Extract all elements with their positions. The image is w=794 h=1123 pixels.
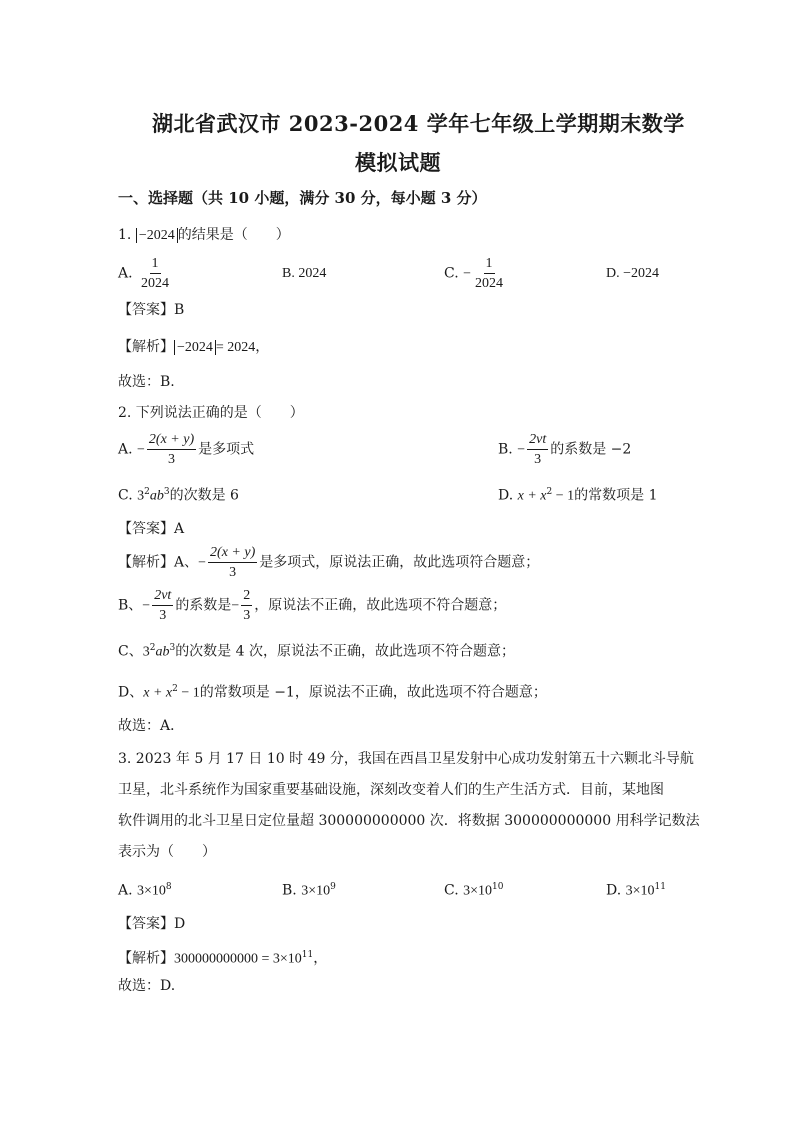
page-title: 湖北省武汉市 2023-2024 学年七年级上学期期末数学 <box>152 111 685 136</box>
math-coefficient: 3 <box>137 488 145 504</box>
math-expression: − 1 <box>552 488 575 504</box>
math-expression: 3×10 <box>463 883 493 899</box>
math-expression: x + x <box>143 685 173 701</box>
option-c <box>444 878 503 901</box>
exponent: 11 <box>654 882 666 892</box>
exponent: 3 <box>163 487 170 497</box>
numerator: 1 <box>484 256 495 274</box>
question-2-stem: 2. 下列说法正确的是（ ） <box>118 405 304 421</box>
analysis-text: 是多项式，原说法正确，故此选项符合题意； <box>259 554 540 571</box>
fraction <box>208 545 257 580</box>
analysis-result: = 2024， <box>215 340 270 355</box>
option-b <box>282 878 336 901</box>
option-text: 的次数是 6 <box>169 487 239 504</box>
fraction <box>139 256 171 291</box>
fraction <box>152 588 173 623</box>
option-label: A. <box>118 265 133 282</box>
question-text: 的结果是（ ） <box>177 227 290 243</box>
math-coefficient: 3 <box>142 644 150 660</box>
analysis-text: ，原说法不正确，故此选项不符合题意； <box>254 597 507 614</box>
question-1-stem <box>118 226 290 245</box>
answer-3: 【答案】D <box>118 916 186 932</box>
analysis-text: 的次数是 4 次，原说法不正确，故此选项不符合题意； <box>175 643 515 660</box>
analysis-label: 【解析】A、 <box>118 554 199 571</box>
option-a <box>118 432 254 467</box>
analysis-text: 的常数项是 −1，原说法不正确，故此选项不符合题意； <box>199 684 547 701</box>
math-expression: 300000000000 = 3×10 <box>174 951 302 967</box>
exponent: 2 <box>172 684 178 694</box>
option-b: B. 2024 <box>282 266 327 281</box>
page-subtitle: 模拟试题 <box>355 150 441 175</box>
choice-2: 故选：A． <box>118 718 185 734</box>
option-label: C. <box>444 882 459 899</box>
denominator: 3 <box>159 608 167 623</box>
option-label: C. <box>118 487 133 504</box>
analysis-2-d <box>118 680 547 703</box>
denominator: 3 <box>229 565 237 580</box>
question-3-line-3: 软件调用的北斗卫星日定位量超 300000000000 次．将数据 300000000000 用科学记数法 <box>118 813 700 829</box>
exponent: 2 <box>149 643 156 653</box>
option-label: B. <box>498 441 513 458</box>
denominator: 3 <box>243 608 251 623</box>
minus-sign: − <box>142 598 151 614</box>
denominator: 2024 <box>141 276 170 291</box>
option-d <box>498 483 658 506</box>
analysis-2-a <box>118 545 539 580</box>
exponent: 11 <box>301 950 314 960</box>
math-expression: x + x <box>517 488 547 504</box>
option-d <box>606 878 666 901</box>
analysis-1 <box>118 338 269 357</box>
option-b <box>498 432 631 467</box>
analysis-label: D、 <box>118 684 144 701</box>
analysis-label: 【解析】 <box>118 339 174 355</box>
exponent: 9 <box>330 882 336 892</box>
analysis-text: 的系数是 <box>175 597 232 614</box>
minus-sign: − <box>463 266 472 282</box>
analysis-2-b <box>118 588 506 623</box>
option-label: A. <box>118 882 133 899</box>
analysis-label: B、 <box>118 597 143 614</box>
math-variable: ab <box>149 488 164 504</box>
absolute-value-expression: −2024 <box>174 340 216 355</box>
exponent: 2 <box>546 487 553 497</box>
option-label: D. <box>498 487 514 504</box>
analysis-3 <box>118 946 327 969</box>
analysis-label: C、 <box>118 643 143 660</box>
math-variable: ab <box>155 644 170 660</box>
question-3-line-1: 3. 2023 年 5 月 17 日 10 时 49 分，我国在西昌卫星发射中心成功发射第五十六颗北斗导航 <box>118 751 694 767</box>
minus-sign: − <box>137 442 145 458</box>
fraction <box>473 256 505 291</box>
option-label: D. <box>606 882 622 899</box>
answer-2: 【答案】A <box>118 521 185 537</box>
option-text: 是多项式 <box>198 441 255 458</box>
numerator: 2(x + y) <box>208 545 257 563</box>
exponent: 2 <box>144 487 150 497</box>
fraction <box>147 432 196 467</box>
math-expression: 3×10 <box>625 883 655 899</box>
exponent: 8 <box>165 882 172 892</box>
section-heading: 一、选择题（共 10 小题，满分 30 分，每小题 3 分） <box>118 189 487 207</box>
math-expression: − 1 <box>177 685 200 701</box>
option-label: C. <box>444 265 459 282</box>
math-expression: 3×10 <box>301 883 331 899</box>
option-d: D. −2024 <box>606 266 660 281</box>
denominator: 2024 <box>475 276 504 291</box>
numerator: 2 <box>241 588 252 606</box>
option-c <box>118 483 239 506</box>
answer-1: 【答案】B <box>118 302 185 318</box>
option-text: 的常数项是 1 <box>574 487 658 504</box>
fraction <box>241 588 252 623</box>
denominator: 3 <box>534 452 542 467</box>
option-label: A. <box>118 441 133 458</box>
option-label: B. <box>282 882 297 899</box>
analysis-text: ， <box>313 950 328 967</box>
numerator: 2vt <box>527 432 548 450</box>
numerator: 1 <box>150 256 161 274</box>
question-3-line-4: 表示为（ ） <box>118 844 216 860</box>
exponent: 3 <box>169 643 176 653</box>
question-3-line-2: 卫星，北斗系统作为国家重要基础设施，深刻改变着人们的生产生活方式．目前，某地图 <box>118 782 664 798</box>
denominator: 3 <box>168 452 176 467</box>
absolute-value-expression: −2024 <box>136 228 178 243</box>
analysis-2-c <box>118 639 515 662</box>
option-a <box>118 256 173 291</box>
minus-sign: − <box>231 598 240 614</box>
fraction <box>527 432 548 467</box>
question-number: 1. <box>118 227 132 243</box>
option-text: 的系数是 −2 <box>550 441 632 458</box>
exponent: 10 <box>492 882 504 892</box>
minus-sign: − <box>517 442 526 458</box>
option-a <box>118 878 172 901</box>
option-c <box>444 256 507 291</box>
numerator: 2(x + y) <box>147 432 196 450</box>
choice-3: 故选：D. <box>118 978 176 994</box>
choice-1: 故选：B. <box>118 374 175 390</box>
numerator: 2vt <box>152 588 173 606</box>
analysis-label: 【解析】 <box>118 950 174 967</box>
math-expression: 3×10 <box>137 883 166 899</box>
minus-sign: − <box>198 555 207 571</box>
